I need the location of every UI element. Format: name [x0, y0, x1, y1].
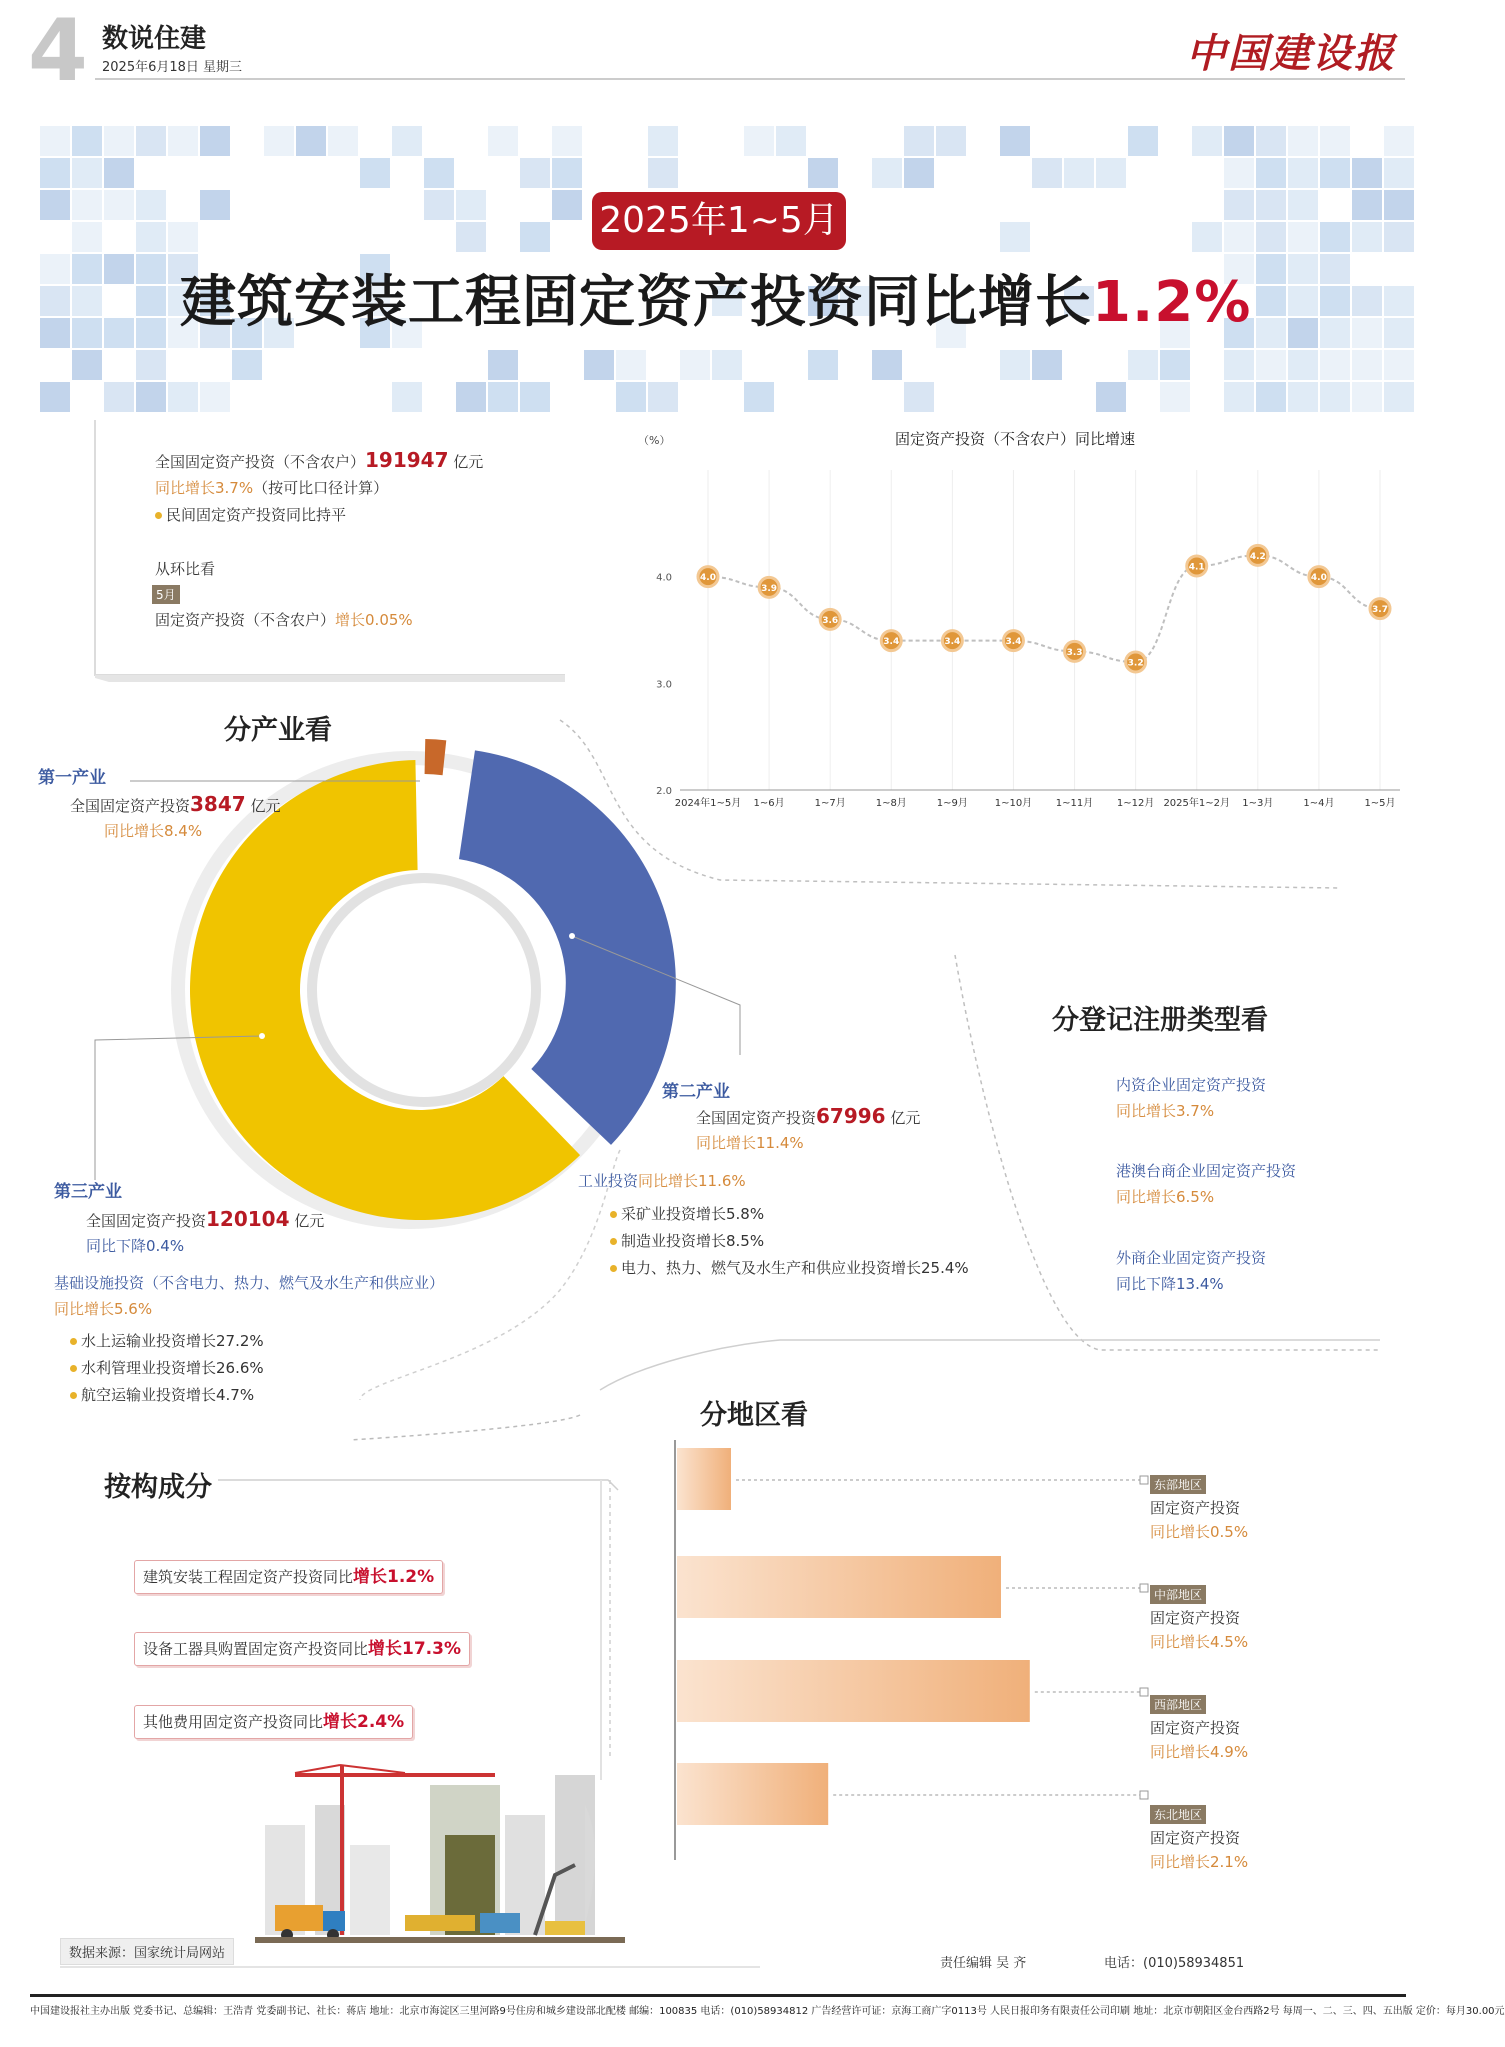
registration-item-0-label: 内资企业固定资产投资 — [1116, 1076, 1267, 1094]
mosaic-tile — [360, 158, 390, 188]
mosaic-tile — [872, 158, 902, 188]
mosaic-tile — [72, 158, 102, 188]
mosaic-tile — [1352, 318, 1382, 348]
footer-source-rule — [60, 1966, 760, 1968]
donut-slice — [425, 739, 447, 775]
footer-divider — [30, 1994, 1406, 1997]
tertiary-item-0 — [70, 1330, 264, 1351]
composition-value: 增长17.3% — [368, 1639, 461, 1659]
region-section-title: 分地区看 — [700, 1400, 808, 1431]
mosaic-tile — [1224, 222, 1254, 252]
industrial-invest-line — [578, 1170, 746, 1191]
mosaic-tile — [1352, 350, 1382, 380]
secondary-item-text: 采矿业投资增长5.8% — [621, 1205, 765, 1223]
mosaic-tile — [904, 382, 934, 412]
registration-item-1-growth: 同比增长6.5% — [1116, 1188, 1215, 1206]
secondary-invest-line — [696, 1104, 920, 1128]
mosaic-tile — [424, 158, 454, 188]
mosaic-tile — [168, 222, 198, 252]
registration-item-2-label: 外商企业固定资产投资 — [1116, 1249, 1267, 1267]
mosaic-tile — [1384, 190, 1414, 220]
mosaic-tile — [520, 222, 550, 252]
region-item-3 — [1150, 1804, 1248, 1872]
data-label: 4.1 — [1188, 562, 1205, 573]
tertiary-growth: 同比下降0.4% — [86, 1237, 185, 1255]
mosaic-tile — [552, 190, 582, 220]
y-tick-label: 3.0 — [656, 679, 672, 691]
composition-text: 设备工器具购置固定资产投资同比 — [143, 1640, 369, 1658]
mosaic-tile — [1256, 382, 1286, 412]
industrial-growth: 同比增长11.6% — [638, 1172, 746, 1190]
tertiary-item-text: 水利管理业投资增长26.6% — [81, 1359, 264, 1377]
tertiary-unit: 亿元 — [294, 1212, 325, 1230]
mosaic-tile — [168, 382, 198, 412]
mosaic-tile — [936, 126, 966, 156]
summary-growth: 同比增长3.7% — [155, 479, 254, 497]
mosaic-tile — [904, 126, 934, 156]
mosaic-tile — [72, 222, 102, 252]
mosaic-tile — [136, 286, 166, 316]
composition-item-2 — [134, 1705, 413, 1739]
mosaic-tile — [1320, 382, 1350, 412]
mosaic-tile — [1256, 158, 1286, 188]
mosaic-tile — [1032, 158, 1062, 188]
composition-item-1 — [134, 1632, 470, 1666]
tertiary-industry-name: 第三产业 — [54, 1182, 122, 1202]
mosaic-tile — [680, 350, 710, 380]
tertiary-item-2 — [70, 1384, 254, 1405]
mosaic-tile — [1320, 126, 1350, 156]
data-label: 3.7 — [1372, 605, 1388, 616]
mosaic-tile — [1288, 286, 1318, 316]
mosaic-tile — [104, 254, 134, 284]
bullet-dot-icon — [610, 1238, 617, 1245]
region-bar — [677, 1660, 1030, 1722]
secondary-growth: 同比增长11.4% — [696, 1134, 804, 1152]
mosaic-tile — [136, 318, 166, 348]
region-bar-chart — [670, 1440, 1400, 1860]
registration-item-2-growth: 同比下降13.4% — [1116, 1275, 1224, 1293]
mosaic-tile — [1384, 222, 1414, 252]
mosaic-tile — [40, 382, 70, 412]
newspaper-logo: 中国建设报 — [1186, 30, 1396, 77]
mosaic-tile — [744, 382, 774, 412]
leader-dot-tertiary — [259, 1033, 265, 1039]
data-label: 3.2 — [1127, 658, 1144, 669]
data-label: 4.0 — [700, 573, 716, 584]
summary-note: （按可比口径计算） — [253, 479, 389, 497]
composition-text: 其他费用固定资产投资同比 — [143, 1713, 324, 1731]
mosaic-tile — [1288, 382, 1318, 412]
region-bar — [677, 1448, 731, 1510]
region-leader-end — [1140, 1584, 1148, 1592]
mom-title: 从环比看 — [155, 560, 216, 578]
mosaic-tile — [1224, 382, 1254, 412]
mosaic-tile — [456, 190, 486, 220]
mosaic-tile — [520, 158, 550, 188]
region-leader-end — [1140, 1688, 1148, 1696]
mosaic-tile — [40, 190, 70, 220]
mosaic-tile — [1352, 222, 1382, 252]
headline-value: 1.2% — [1092, 270, 1252, 335]
mom-tag — [152, 584, 180, 604]
tertiary-item-text: 航空运输业投资增长4.7% — [81, 1386, 255, 1404]
mosaic-tile — [648, 382, 678, 412]
mosaic-tile — [1320, 318, 1350, 348]
mosaic-tile — [104, 190, 134, 220]
mosaic-tile — [1256, 190, 1286, 220]
region-tag: 东北地区 — [1150, 1805, 1206, 1824]
mosaic-tile — [1384, 286, 1414, 316]
mosaic-tile — [1192, 126, 1222, 156]
y-tick-label: 4.0 — [656, 572, 672, 584]
region-label: 固定资产投资 — [1150, 1719, 1241, 1737]
secondary-industry-name: 第二产业 — [662, 1082, 730, 1102]
main-headline — [180, 258, 1280, 338]
mosaic-tile — [200, 126, 230, 156]
bullet-dot-icon — [70, 1338, 77, 1345]
mosaic-tile — [1384, 382, 1414, 412]
mosaic-tile — [104, 158, 134, 188]
mosaic-tile — [1192, 222, 1222, 252]
x-tick-label: 1~3月 — [1242, 798, 1274, 809]
mosaic-tile — [1224, 350, 1254, 380]
secondary-label: 全国固定资产投资 — [696, 1109, 817, 1127]
secondary-item-text: 电力、热力、燃气及水生产和供应业投资增长25.4% — [621, 1259, 969, 1277]
y-tick-label: 2.0 — [656, 786, 672, 797]
secondary-item-2 — [610, 1257, 969, 1278]
mosaic-tile — [1096, 158, 1126, 188]
data-label: 3.3 — [1066, 647, 1083, 658]
region-bars — [677, 1448, 1148, 1825]
mosaic-tile — [616, 382, 646, 412]
mosaic-tile — [808, 158, 838, 188]
mosaic-tile — [1256, 126, 1286, 156]
line-chart-title: 固定资产投资（不含农户）同比增速 — [894, 430, 1136, 448]
mosaic-tile — [1288, 222, 1318, 252]
region-label: 固定资产投资 — [1150, 1499, 1241, 1517]
data-label: 4.2 — [1249, 551, 1266, 562]
region-growth: 同比增长0.5% — [1150, 1523, 1249, 1541]
x-tick-label: 1~7月 — [814, 798, 846, 809]
x-tick-label: 1~5月 — [1364, 798, 1396, 809]
mosaic-tile — [40, 158, 70, 188]
mosaic-tile — [1288, 158, 1318, 188]
mosaic-tile — [1352, 190, 1382, 220]
mosaic-tile — [488, 350, 518, 380]
summary-line1 — [155, 448, 483, 472]
summary-line3 — [155, 504, 346, 525]
x-tick-label: 1~8月 — [875, 798, 907, 809]
mosaic-tile — [1096, 382, 1126, 412]
data-label: 3.4 — [944, 637, 961, 648]
data-label: 3.4 — [1005, 637, 1022, 648]
bullet-dot-icon — [610, 1265, 617, 1272]
mom-text: 固定资产投资（不含农户） — [155, 611, 336, 629]
mosaic-tile — [1000, 222, 1030, 252]
mosaic-tile — [136, 350, 166, 380]
mosaic-tile — [1320, 286, 1350, 316]
mosaic-tile — [72, 318, 102, 348]
mosaic-tile — [1224, 126, 1254, 156]
data-label: 3.4 — [883, 637, 900, 648]
x-tick-label: 1~11月 — [1055, 798, 1094, 809]
mosaic-tile — [328, 126, 358, 156]
mosaic-tile — [456, 222, 486, 252]
mosaic-tile — [584, 350, 614, 380]
private-invest-text: 民间固定资产投资同比持平 — [166, 506, 347, 524]
mosaic-tile — [1384, 318, 1414, 348]
mosaic-tile — [1256, 350, 1286, 380]
page-number: 4 — [28, 1, 88, 101]
industry-section-title: 分产业看 — [224, 715, 332, 746]
mosaic-tile — [1288, 350, 1318, 380]
leader-dot-secondary — [569, 933, 575, 939]
mosaic-tile — [264, 126, 294, 156]
mosaic-tile — [1000, 126, 1030, 156]
mosaic-tile — [136, 222, 166, 252]
x-tick-label: 1~6月 — [753, 798, 785, 809]
editor-phone: 电话：(010)58934851 — [1104, 1956, 1245, 1971]
mosaic-tile — [1352, 286, 1382, 316]
period-tag: 2025年1~5月 — [592, 192, 846, 250]
region-leader-end — [1140, 1791, 1148, 1799]
mosaic-tile — [1224, 158, 1254, 188]
data-label: 3.9 — [761, 583, 778, 594]
secondary-item-text: 制造业投资增长8.5% — [621, 1232, 765, 1250]
mosaic-tile — [200, 190, 230, 220]
x-tick-label: 1~9月 — [936, 798, 968, 809]
mosaic-tile — [1288, 254, 1318, 284]
region-item-0 — [1150, 1474, 1248, 1542]
mosaic-tile — [40, 286, 70, 316]
headline-text: 建筑安装工程固定资产投资同比增长 — [180, 269, 1092, 335]
region-label: 固定资产投资 — [1150, 1829, 1241, 1847]
mosaic-tile — [392, 382, 422, 412]
mosaic-tile — [1128, 350, 1158, 380]
issue-date: 2025年6月18日 星期三 — [102, 60, 243, 75]
imprint-text: 中国建设报社主办出版 党委书记、总编辑：王浩青 党委副书记、社长：蒋店 地址：北京市海淀区三里河路9号住房和城乡建设部北配楼 邮编：100835 电话：(010)58934812 广告经营许可证：京海工商广字0113号 人民日报印务有限责任公司印刷 地址：北京市朝阳区金台西路2号 每周一、二、三、四、五出版 定价：每月30.00元 — [30, 2006, 1505, 2017]
mosaic-tile — [40, 254, 70, 284]
primary-growth: 同比增长8.4% — [104, 822, 203, 840]
region-tag: 东部地区 — [1150, 1475, 1206, 1494]
bullet-dot-icon — [610, 1211, 617, 1218]
mosaic-tile — [136, 126, 166, 156]
secondary-unit: 亿元 — [890, 1109, 921, 1127]
secondary-item-1 — [610, 1230, 764, 1251]
mosaic-tile — [72, 254, 102, 284]
mosaic-tile — [72, 126, 102, 156]
mosaic-tile — [1288, 318, 1318, 348]
mosaic-tile — [1320, 350, 1350, 380]
primary-label: 全国固定资产投资 — [70, 797, 191, 815]
mosaic-tile — [200, 382, 230, 412]
data-label: 3.6 — [822, 615, 839, 626]
region-item-2 — [1150, 1694, 1248, 1762]
mosaic-tile — [104, 318, 134, 348]
registration-item-1-label: 港澳台商企业固定资产投资 — [1116, 1162, 1297, 1180]
primary-invest-line — [70, 792, 280, 816]
region-leader-end — [1140, 1476, 1148, 1484]
mosaic-tile — [1288, 126, 1318, 156]
region-bar — [677, 1763, 828, 1825]
mosaic-tile — [1288, 190, 1318, 220]
mosaic-tile — [872, 350, 902, 380]
secondary-item-0 — [610, 1203, 764, 1224]
mosaic-tile — [168, 126, 198, 156]
tertiary-invest-line — [86, 1207, 324, 1231]
mosaic-tile — [1032, 350, 1062, 380]
mom-line — [155, 609, 413, 630]
mosaic-tile — [776, 126, 806, 156]
mom-value: 增长0.05% — [335, 611, 413, 629]
section-title: 数说住建 — [102, 24, 207, 54]
region-item-1 — [1150, 1584, 1248, 1652]
editor-credit: 责任编辑 吴 齐 — [940, 1956, 1027, 1971]
mosaic-tile — [1352, 382, 1382, 412]
mosaic-tile — [1384, 158, 1414, 188]
construction-site-illustration — [255, 1745, 625, 1945]
primary-industry-name: 第一产业 — [38, 768, 106, 788]
mosaic-tile — [1320, 222, 1350, 252]
mosaic-tile — [1320, 254, 1350, 284]
mosaic-tile — [136, 254, 166, 284]
mosaic-tile — [1384, 126, 1414, 156]
mom-tag-label: 5月 — [152, 585, 180, 604]
tertiary-value: 120104 — [206, 1207, 290, 1231]
mosaic-tile — [1160, 350, 1190, 380]
mosaic-tile — [648, 158, 678, 188]
region-growth: 同比增长4.5% — [1150, 1633, 1249, 1651]
summary-label: 全国固定资产投资（不含农户） — [155, 453, 366, 471]
mosaic-tile — [1128, 126, 1158, 156]
mosaic-tile — [1224, 190, 1254, 220]
mosaic-tile — [744, 126, 774, 156]
mosaic-tile — [488, 126, 518, 156]
registration-item-0-growth: 同比增长3.7% — [1116, 1102, 1215, 1120]
region-label: 固定资产投资 — [1150, 1609, 1241, 1627]
mosaic-tile — [616, 350, 646, 380]
composition-value: 增长1.2% — [353, 1567, 435, 1587]
x-tick-label: 1~10月 — [994, 798, 1033, 809]
mosaic-tile — [232, 350, 262, 380]
line-chart-ylabel: （%） — [638, 434, 671, 447]
summary-line2 — [155, 477, 388, 498]
mosaic-tile — [40, 318, 70, 348]
mosaic-tile — [456, 382, 486, 412]
tertiary-item-text: 水上运输业投资增长27.2% — [81, 1332, 264, 1350]
x-tick-label: 2024年1~5月 — [674, 798, 742, 809]
composition-vertical-rule — [600, 1480, 602, 1780]
summary-unit: 亿元 — [453, 453, 484, 471]
mosaic-tile — [520, 382, 550, 412]
mosaic-tile — [648, 126, 678, 156]
composition-title-rule — [218, 1470, 618, 1510]
bullet-dot-icon — [70, 1365, 77, 1372]
mosaic-tile — [1064, 158, 1094, 188]
tertiary-item-1 — [70, 1357, 264, 1378]
infra-invest-title: 基础设施投资（不含电力、热力、燃气及水生产和供应业） — [54, 1274, 445, 1292]
registration-section-title: 分登记注册类型看 — [1052, 1005, 1268, 1036]
mosaic-tile — [72, 190, 102, 220]
mosaic-tile — [552, 126, 582, 156]
mosaic-tile — [104, 382, 134, 412]
summary-value: 191947 — [365, 448, 449, 472]
mosaic-tile — [1000, 350, 1030, 380]
mosaic-tile — [552, 158, 582, 188]
tertiary-label: 全国固定资产投资 — [86, 1212, 207, 1230]
mosaic-tile — [72, 286, 102, 316]
infra-growth: 同比增长5.6% — [54, 1300, 153, 1318]
primary-unit: 亿元 — [250, 797, 281, 815]
composition-text: 建筑安装工程固定资产投资同比 — [143, 1568, 354, 1586]
mosaic-tile — [1160, 382, 1190, 412]
mosaic-tile — [808, 350, 838, 380]
mosaic-tile — [1352, 158, 1382, 188]
mosaic-tile — [40, 126, 70, 156]
mosaic-tile — [296, 126, 326, 156]
donut-inner-ring — [312, 878, 536, 1102]
data-label: 4.0 — [1310, 573, 1327, 584]
mosaic-tile — [424, 190, 454, 220]
mosaic-tile — [904, 158, 934, 188]
composition-item-0 — [134, 1560, 443, 1594]
mosaic-tile — [392, 126, 422, 156]
mosaic-tile — [712, 350, 742, 380]
region-growth: 同比增长4.9% — [1150, 1743, 1249, 1761]
bullet-dot-icon — [70, 1392, 77, 1399]
mosaic-tile — [488, 382, 518, 412]
composition-section-title: 按构成分 — [104, 1472, 212, 1503]
mosaic-tile — [104, 126, 134, 156]
mosaic-tile — [1320, 158, 1350, 188]
mosaic-tile — [72, 350, 102, 380]
region-growth: 同比增长2.1% — [1150, 1853, 1249, 1871]
composition-value: 增长2.4% — [323, 1712, 405, 1732]
region-bar — [677, 1556, 1001, 1618]
x-tick-label: 1~12月 — [1116, 798, 1155, 809]
mosaic-tile — [1256, 222, 1286, 252]
x-tick-label: 2025年1~2月 — [1163, 798, 1231, 809]
data-source: 数据来源：国家统计局网站 — [60, 1938, 234, 1965]
donut-slice — [459, 750, 676, 1145]
mosaic-tile — [136, 382, 166, 412]
industrial-prefix: 工业投资 — [578, 1172, 639, 1190]
bullet-dot-icon — [155, 512, 162, 519]
primary-value: 3847 — [190, 792, 246, 816]
mosaic-tile — [136, 190, 166, 220]
region-tag: 中部地区 — [1150, 1585, 1206, 1604]
secondary-value: 67996 — [816, 1104, 886, 1128]
mosaic-tile — [1384, 350, 1414, 380]
region-tag: 西部地区 — [1150, 1695, 1206, 1714]
x-tick-label: 1~4月 — [1303, 798, 1335, 809]
